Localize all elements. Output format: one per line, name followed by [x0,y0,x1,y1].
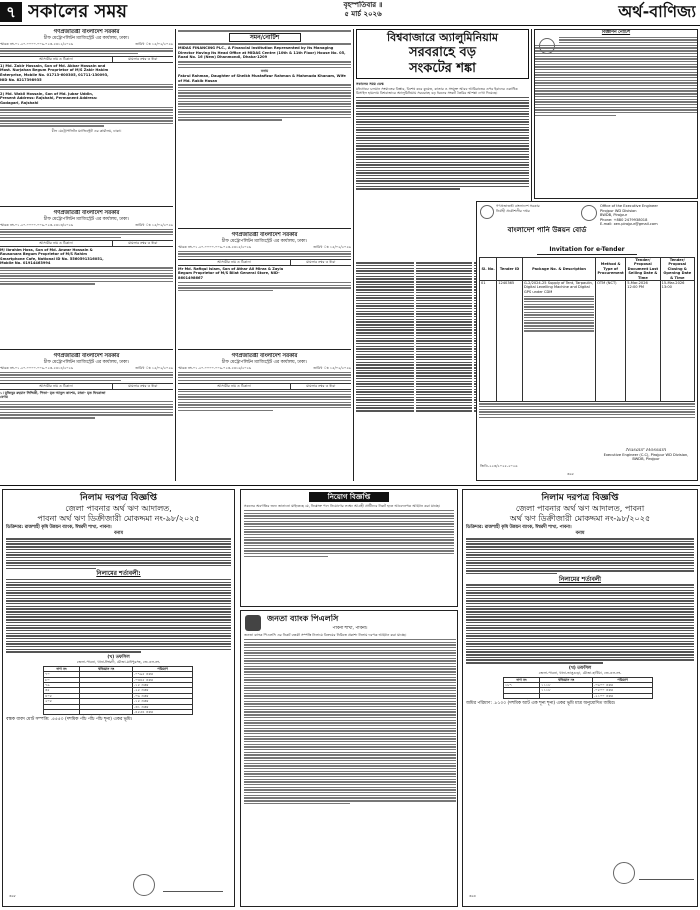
auction-conditions-title: নিলামের শর্তাবলী [559,575,601,583]
court-notice-1 [0,29,173,207]
auction-notice-left [2,489,235,907]
bijnapon-notice [534,29,698,199]
auction-bank: ডিক্রিদার: রাজশাহী কৃষি উন্নয়ন ব্যাংক, ঈশ্বরদী শাখা, পাবনা। [6,525,112,530]
page-number-badge [0,2,22,22]
th-method: Method & Type of Procurement [596,258,626,281]
issue-date [308,1,418,25]
notice-seal: চীফ মেট্রোপলিটন ম্যাজিস্ট্রেট এর কার্যালয়, ঢাকা। [51,128,122,133]
notice-date: তারিখ ঃ ১৫/০২/২০২৬ [135,365,173,370]
notice-court: চীফ মেট্রোপলিটন ম্যাজিস্ট্রেট এর কার্যালয়, ঢাকা। [43,360,130,366]
notice-ref-row [178,245,351,250]
table-row: .৩১ একর [44,704,193,709]
gov-emblem-icon [480,205,494,219]
notice-ref: স্মারক নং-০১.২০.০০০০.০০৯.০২৩.২৩১২/২০২৬ [0,41,74,46]
notice-ref-row [0,223,173,228]
middle-notices-column [178,29,351,484]
issue-date-text: ৫ মার্চ ২০২৬ [344,10,382,18]
section-rule [0,485,700,486]
notice-table-header [0,240,173,247]
table-row: .৪৫৫৪ একর [44,710,193,715]
left-notices-column [0,29,173,484]
notice-gov-title: গণপ্রজাতন্ত্রী বাংলাদেশ সরকার [53,353,120,359]
etender-ref: জিডি-২২৩/২০২৫-২০২৬ [480,464,518,468]
headline-line-2: সরবরাহে বড় [409,45,476,60]
accused-entry-1: ১। মুজিবুর রহমান সিদ্দিকী, পিতা- মৃত আবুল কাশেম, মাতা- মৃত ফিরোজা বেগম [0,390,106,400]
samon-notice [178,29,351,229]
notice-gov-title: গণপ্রজাতন্ত্রী বাংলাদেশ সরকার [231,232,298,238]
notice-ref-row [0,366,173,371]
samon-header: সমন/নোটিশ [229,33,301,42]
notice-gov-title: গণপ্রজাতন্ত্রী বাংলাদেশ সরকার [53,29,120,35]
notice-table-header [0,383,173,390]
schedule-table [503,677,653,700]
etender-code: ৩৬৫ [567,472,575,476]
section-title: অর্থ-বাণিজ্য [618,2,696,21]
auction-title: নিলাম দরপত্র বিজ্ঞপ্তি [79,493,158,503]
headline-line-3: সংকটের শঙ্কা [409,61,476,76]
etender-office-en [600,204,696,227]
table-row: ৪০৫ .০৬ একর [44,693,193,698]
gov-seal-icon [539,38,555,54]
article-headline [356,29,529,79]
col-accused: আসামীর নাম ও ঠিকানা [178,384,291,389]
auction-case: পাবনা অর্থ ঋণ ডিক্রীজারী মোকদ্দমা নং-৯৮/২০২৫ [37,514,200,523]
sch-col-dag: দাগ নং [504,677,540,682]
notice-court: চীফ মেট্রোপলিটন ম্যাজিস্ট্রেট এর কার্যালয়, ঢাকা। [43,217,130,223]
th-sell: Tender/ Proposal Document Last Selling Date & Time [627,258,659,280]
col-case: মামলার নম্বর ও ধারা [128,240,158,245]
article-body-col-left [356,261,414,481]
notice-court: চীফ মেট্রোপলিটন ম্যাজিস্ট্রেট এর কার্যালয়, ঢাকা। [221,239,308,245]
notice-ref: স্মারক নং-০১.২০.০০০০.০০৯.০২৩.২৩১৫/২০২৬ [178,244,252,249]
col-accused: আসামীর নাম ও ঠিকানা [0,384,113,389]
th-id: Tender ID [497,258,523,281]
sch-col-amount: পরিমাণ [593,677,653,682]
sch-col-amount: পরিমাণ [133,666,193,671]
table-row: ১৮৭ ১১১৮ .০৬০০ একর [504,682,653,687]
page-number: ৭ [6,3,16,21]
etender-signature-block [597,448,695,462]
court-stamp-icon [133,874,155,896]
col-accused: আসামীর নাম ও ঠিকানা [178,260,291,265]
col-accused: আসামীর নাম ও ঠিকানা [0,241,113,246]
masthead-rule [0,25,700,26]
table-row: ৩৫ .২৫ একর [44,688,193,693]
auction-vs: বনাম [575,531,585,537]
td-sl: 01 [480,281,497,402]
schedule-table [43,666,193,716]
col-case: মামলার নম্বর ও ধারা [306,260,336,265]
notice-ref-row [178,366,351,371]
etender-signature: Nusaiir Hossain [625,448,667,453]
bank-notice [240,610,458,907]
etender-board-bn: বাংলাদেশ পানি উন্নয়ন বোর্ড [507,226,587,234]
col-case: মামলার নম্বর ও ধারা [306,383,336,388]
sch-col-khatian: খতিয়ান নং [540,677,593,682]
samon-defendant: Fakrul Rahman, Daughter of Sheikh Mustafizur Rahman & Mahmuda Khanam, Wife of Md. Rakib Hasan [178,73,346,83]
col-case: মামলার নম্বর ও ধারা [128,57,158,62]
auction-notice-right [462,489,698,907]
schedule-sub: জেলা-পাবনা, থানা-ভাঙ্গুড়া, মৌজা-হাটিয়া, জে.এল.নং- [538,670,622,675]
column-rule [175,29,176,481]
etender-email: E-mail: xen.pirojpur@gmail.com [600,222,658,227]
etender-title: Invitation for e-Tender [537,246,637,255]
notice-ref: স্মারক নং-০১.২০.০০০০.০০৯.০২৩.২৩১৪/২০২৬ [0,365,74,370]
article-byline: সকালের সময় ডেস্ক [356,82,384,86]
accused-entry-1: 1) Md. Zakir Hossain, Son of Md. Akbar Hossain and Most. Nurjahan Begum Proprietor of M/S Zakir Hakim Enterprise, Mobile No. 01713-600305, 01711-130093, NID No. 8217398935 [0,63,109,82]
auction-vs: বনাম [114,531,123,537]
schedule-title: (খ) তফসিল [107,654,130,660]
accused-entry-1: Mr Md. Rafiqul Islam, Son of Athar Ali Mirza & Zayla Begum Proprietor of M/S Bilat General Store, NID-8601498667 [178,266,284,281]
notice-gov-title: গণপ্রজাতন্ত্রী বাংলাদেশ সরকার [231,353,298,359]
th-sl: Sl. No. [480,258,497,281]
notice-ref-row [0,42,173,47]
etender-phone: Phone: +880 2479938018 [600,217,648,222]
col-accused: আসামীর নাম ও ঠিকানা [0,57,113,62]
notice-court: চীফ মেট্রোপলিটন ম্যাজিস্ট্রেট এর কার্যালয়, ঢাকা। [43,36,130,42]
notice-table-header [178,383,351,390]
etender-header [477,202,697,246]
samon-company: MIDAS FINANCING PLC., A Financial Institution Represented by its Managing Director Having its Head Office at MIDAS Centre (10th & 11th Floor) House No. 05, Road No. 16 (New) Dhanmondi, Dhaka-1209 [178,46,346,60]
article-body-col-mid [416,261,472,481]
table-row [480,281,695,402]
court-stamp-icon [613,862,635,884]
bank-body-text: জনতা ব্যাংক পিএলসি এর নিকট বন্ধকী সম্পত্তি নিলামে বিক্রয়ের নিমিত্তে প্রকাশ্য নিলাম দরপত্র আহ্বান করা যাচ্ছে। [244,633,407,637]
table-row: ৭০ .০৭৯৫ একর [44,672,193,677]
auction-bank: ডিক্রিদার: রাজশাহী কৃষি উন্নয়ন ব্যাংক, ঈশ্বরদী শাখা, পাবনা। [466,525,572,530]
recruitment-notice [240,489,458,607]
bank-body [244,633,456,806]
table-row: ২০৫ .১৫ একর [44,699,193,704]
bottom-middle-column [240,489,458,907]
etender-signatory: Executive Engineer (C.C), Pirojpur WD Division, BWDB, Pirojpur [603,452,689,462]
tender-table [479,257,695,402]
col-case: মামলার নম্বর ও ধারা [128,383,158,388]
etender-office-bn [496,204,581,213]
bank-name: জনতা ব্যাংক পিএলসি [267,614,339,623]
etender-division: Pirojpur WD Division [600,208,637,213]
notice-date: তারিখ ঃ ১৫/০২/২০২৬ [313,365,351,370]
etender-notice [476,201,698,481]
headline-line-1: বিশ্ববাজারে অ্যালুমিনিয়াম [386,31,499,44]
td-sell: 5-Mar-2026 12:00 PM [626,281,660,402]
auction-case: অর্থ ঋণ ডিক্রীজারী মোকদ্দমা নং-৯৮/২০২৫ [509,514,651,523]
td-pkg-text: G-2/2024-25 Supply of Tent, Tarpaulin, Digital Levelling Machine and Digital GPS under CDM [523,281,593,294]
masthead [0,0,700,26]
column-rule [353,29,354,481]
auction-court: জেলা পাবনার অর্থ ঋণ আদালত, [65,504,172,513]
notice-table-header [0,56,173,63]
tender-table-header [480,258,695,281]
table-row: ৮০ .০৩৪৫ একর [44,677,193,682]
notice-gov-title: গণপ্রজাতন্ত্রী বাংলাদেশ সরকার [53,210,120,216]
th-pkg: Package No. & Description [522,258,595,281]
court-notice-2 [0,210,173,350]
recruit-body: সকলের অবগতির জন্য জানানো যাইতেছে যে, নিম্নোক্ত পদে নিয়োগের লক্ষ্যে আগ্রহী প্রার্থীদের নিকট হতে আবেদনপত্র আহ্বান করা যাচ্ছে। [244,504,441,508]
auction-court: জেলা পাবনার অর্থ ঋণ আদালত, পাবনা [515,504,645,513]
notice-court: চীফ মেট্রোপলিটন ম্যাজিস্ট্রেট এর কার্যালয়, ঢাকা। [221,360,308,366]
schedule-total: জমির পরিমাণ: .৮১০০ (দশমিক আট এক শূন্য শূন্য) একর ভূমি মাত্র অনুমোদিত জমির। [466,701,616,707]
td-pkg [522,281,595,402]
table-row: ৭৯ .১৫ একর [44,683,193,688]
sch-col-khatian: খতিয়ান নং [80,666,133,671]
court-notice-4 [178,232,351,350]
samon-vs: বনাম [260,69,269,74]
notice-table-header [178,259,351,266]
td-id: 1240365 [497,281,523,402]
bank-branch: পাবনা শাখা, পাবনা। [332,626,368,631]
notice-date: তারিখ ঃ ১৫/০২/২০২৬ [135,222,173,227]
etender-office-english: Office of the Executive Engineer [600,204,658,208]
notice-ref: স্মারক নং-০১.২০.০০০০.০০৯.০২৩.২৩১৩/২০২৬ [0,222,74,227]
issue-day: বৃহস্পতিবার ॥ [343,1,383,9]
etender-gov: গণপ্রজাতন্ত্রী বাংলাদেশ সরকার [496,204,540,208]
schedule-total: বন্ধক বাবদ মোট সম্পত্তি: .৫৫৫০ (দশমিক পাঁচ পাঁচ পাঁচ শূন্য) একর ভূমি। [6,717,133,723]
schedule-title: (খ) তফসিল [568,665,592,671]
sch-col-dag: দাগ নং [44,666,80,671]
judge-signature-icon [639,866,694,880]
etender-table [479,257,695,419]
table-row: .২১০০ একর [504,693,653,698]
paper-name: সকালের সময় [28,1,128,22]
court-notice-3 [0,353,173,484]
auction-conditions-title: নিলামের শর্তাবলী: [96,570,141,578]
bijnapon-title: বিজ্ঞাপন নোটিশ [601,30,631,35]
etender-office-bangla: নির্বাহী প্রকৌশলীর দপ্তর [496,208,530,213]
recruit-title-text: নিয়োগ বিজ্ঞপ্তি [327,493,371,501]
accused-entry-1: M/ Ibrahim Hoss, Son of Md. Anwar Hossain & Rousonara Begum Proprietor of M/S Rahim Smartphone Cafe, National ID No. 5560591316051, Mobile No. 01914463994 [0,247,104,266]
td-method: OTM (NCT) [596,281,626,402]
auction-code: ৩৬৮ [9,894,17,898]
notice-date: তারিখ ঃ ১৫/০২/২০২৬ [135,41,173,46]
schedule-sub: জেলা-পাবনা, থানা-ঈশ্বরদী, মৌজা-মাধপুরসহ, জে.এল.নং- [76,660,161,665]
judge-signature-icon [163,878,223,892]
etender-board: BWDB, Pirojpur [600,213,628,218]
notice-ref: স্মারক নং-০১.২০.০০০০.০০৯.০২৩.২৩১৬/২০২৬ [178,365,252,370]
court-notice-5 [178,353,351,484]
td-close: 15-Mar-2026 13:00 [660,281,694,402]
auction-title: নিলাম দরপত্র বিজ্ঞপ্তি [541,493,619,503]
bwdb-logo-icon [581,205,597,221]
table-row: ১১১৮ .০৫০০ একর [504,688,653,693]
article-lead: মধ্যপ্রাচ্যে চলমান সংঘাতের বিস্তার, বিশেষ করে কুয়েত, কাতার ও সংযুক্ত আরব আমিরাতের ওপর ইরানের একাধিক মিসাইল হামলায় বিশ্ববাজারে অ্যালুমিনিয়াম সরবরাহে বড় ধরনের সংকট তৈরির আশঙ্কা দেখা দিয়েছে। [356,86,518,96]
accused-entry-2: 2) Md. Wakil Hossain, Son of Md. Jubar Uddin, Present Address: Rajshahi, Permanent Address: Godagari, Rajshahi [0,91,98,105]
th-close: Tender/ Proposal Closing & Opening Date & Time [660,258,694,281]
notice-date: তারিখ ঃ ১৫/০২/২০২৬ [313,244,351,249]
recruit-title [309,492,389,502]
auction-code: ৩৬৪ [469,894,477,898]
